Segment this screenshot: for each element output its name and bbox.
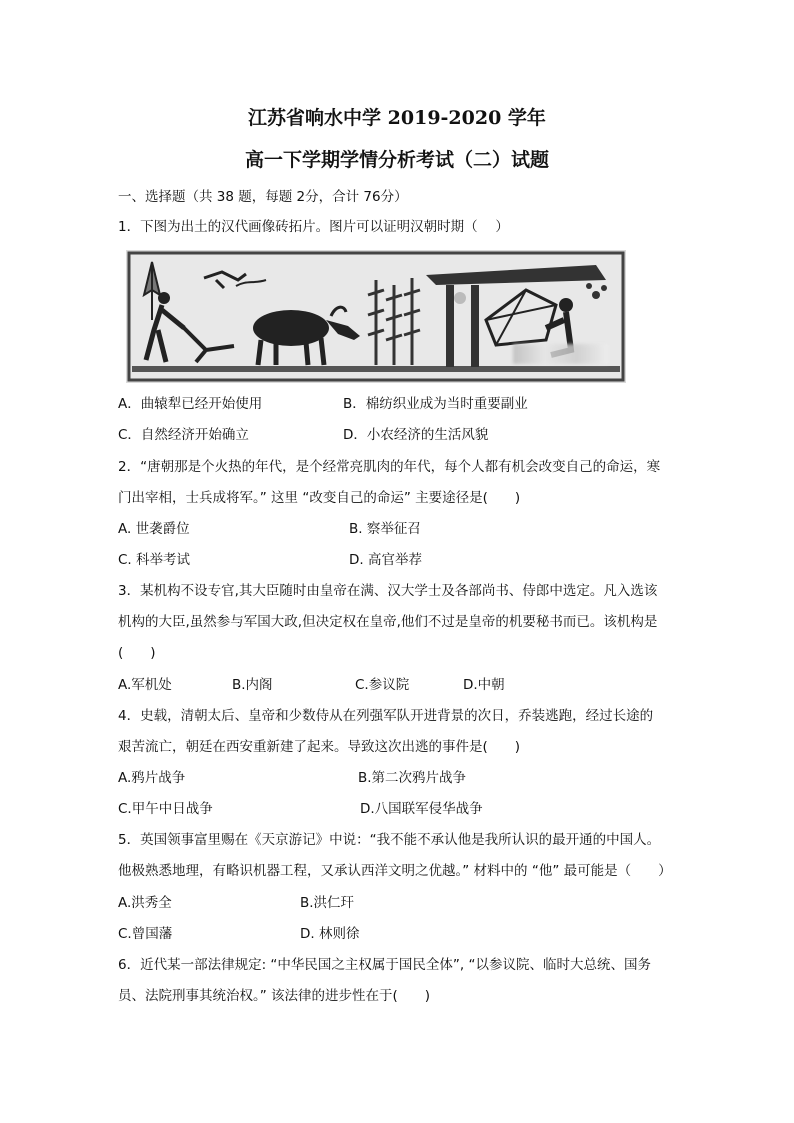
question-1-stem: 1．下图为出土的汉代画像砖拓片。图片可以证明汉朝时期（ ）	[118, 219, 509, 235]
question-4-stem-line2: 艰苦流亡，朝廷在西安重新建了起来。导致这次出逃的事件是( )	[118, 739, 521, 755]
question-1-option-b: B．棉纺织业成为当时重要副业	[343, 396, 528, 412]
question-2-option-b: B. 察举征召	[349, 521, 421, 537]
question-1-option-d: D．小农经济的生活风貌	[343, 427, 489, 443]
question-2-option-d: D. 高官举荐	[349, 552, 422, 568]
question-5-option-a: A.洪秀全	[118, 895, 172, 911]
question-2-stem-line1: 2．“唐朝那是个火热的年代，是个经常亮肌肉的年代，每个人都有机会改变自己的命运，寒	[118, 459, 661, 475]
question-2-option-c: C. 科举考试	[118, 552, 191, 568]
question-3-option-d: D.中朝	[463, 677, 505, 693]
exam-title-line1: 江苏省响水中学 2019-2020 学年	[248, 107, 546, 129]
question-5-stem-line1: 5．英国领事富里赐在《天京游记》中说：“我不能不承认他是我所认识的最开通的中国人。	[118, 832, 661, 848]
question-1-option-c: C．自然经济开始确立	[118, 427, 249, 443]
question-2-stem-line2: 门出宰相，士兵成将军。” 这里 “改变自己的命运” 主要途径是( )	[118, 490, 521, 506]
question-5-option-d: D. 林则徐	[300, 926, 360, 942]
question-3-option-b: B.内阁	[232, 677, 273, 693]
question-3-stem-line3: ( )	[118, 645, 156, 661]
question-5-option-c: C.曾国藩	[118, 926, 173, 942]
question-3-option-a: A.军机处	[118, 677, 172, 693]
question-4-option-c: C.甲午中日战争	[118, 801, 213, 817]
image-watermark-blur	[513, 344, 608, 364]
question-6-stem-line2: 员、法院刑事其统治权。” 该法律的进步性在于( )	[118, 988, 431, 1004]
question-4-stem-line1: 4．史载，清朝太后、皇帝和少数侍从在列强军队开进背景的次日，乔装逃跑，经过长途的	[118, 708, 654, 724]
question-3-stem-line1: 3．某机构不设专官,其大臣随时由皇帝在满、汉大学士及各部尚书、侍郎中选定。凡入选该	[118, 583, 658, 599]
section-heading: 一、选择题（共 38 题，每题 2分，合计 76分）	[118, 189, 408, 205]
question-1-option-a: A．曲辕犁已经开始使用	[118, 396, 263, 412]
question-5-stem-line2: 他极熟悉地理，有略识机器工程，又承认西洋文明之优越。” 材料中的 “他” 最可能是（ ）	[118, 863, 672, 879]
question-2-option-a: A. 世袭爵位	[118, 521, 190, 537]
question-3-option-c: C.参议院	[355, 677, 410, 693]
question-6-stem-line1: 6．近代某一部法律规定: “中华民国之主权属于国民全体”, “以参议院、临时大总统、国务	[118, 957, 651, 973]
question-4-option-a: A.鸦片战争	[118, 770, 186, 786]
question-5-option-b: B.洪仁玕	[300, 895, 355, 911]
exam-title-line2: 高一下学期学情分析考试（二）试题	[244, 149, 549, 171]
question-4-option-d: D.八国联军侵华战争	[360, 801, 483, 817]
question-3-stem-line2: 机构的大臣,虽然参与军国大政,但决定权在皇帝,他们不过是皇帝的机要秘书而已。该机构是	[118, 614, 658, 630]
question-4-option-b: B.第二次鸦片战争	[358, 770, 467, 786]
